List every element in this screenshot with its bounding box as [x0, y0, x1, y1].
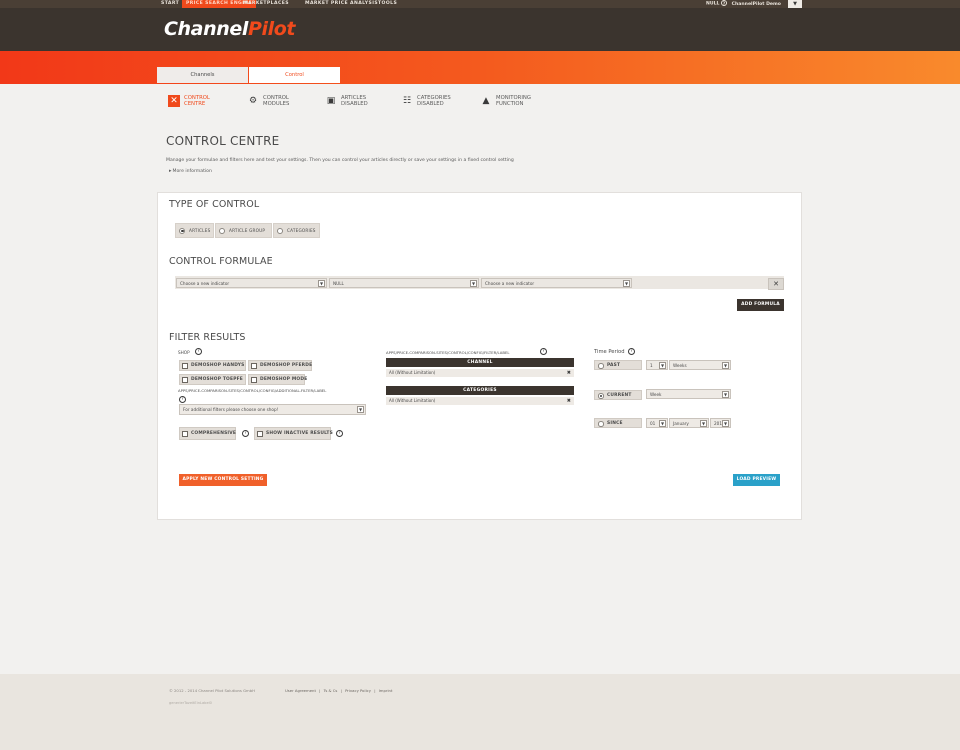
control-formulae-heading: CONTROL FORMULAE — [169, 256, 273, 267]
subnav-control-modules[interactable] — [247, 94, 307, 110]
categories-value-row[interactable] — [386, 397, 574, 405]
radio-label: CURRENT — [607, 393, 632, 398]
radio-since[interactable] — [594, 418, 642, 428]
checkbox-box — [257, 431, 263, 437]
checkbox-box — [251, 363, 257, 369]
since-day-select[interactable] — [646, 418, 668, 428]
radio-categories[interactable] — [273, 223, 320, 238]
top-navigation — [0, 0, 960, 8]
time-period-help-icon[interactable]: ? — [628, 348, 635, 355]
footer-link-ts-cs[interactable]: Ts & Cs — [323, 688, 338, 693]
subnav-monitoring-function[interactable] — [480, 94, 545, 110]
checkbox-demoshop-pferde[interactable] — [248, 360, 312, 371]
past-unit-select[interactable] — [669, 360, 731, 370]
subnav-label: CONTROL MODULES — [263, 95, 290, 107]
subnav-label: MONITORING FUNCTION — [496, 95, 531, 107]
radio-dot — [277, 228, 283, 234]
radio-label: ARTICLE GROUP — [229, 228, 266, 233]
logo-text-channel: Channel — [164, 18, 248, 40]
control-panel — [157, 192, 802, 520]
account-label[interactable]: ChannelPilot Demo — [731, 1, 781, 7]
footer-links — [285, 688, 394, 693]
page-title: CONTROL CENTRE — [166, 134, 280, 148]
radio-dot — [598, 363, 604, 369]
chevron-down-icon: ▼ — [723, 421, 728, 426]
select-value: NULL — [333, 281, 344, 286]
subnav-control-centre[interactable] — [168, 94, 228, 110]
radio-current[interactable] — [594, 390, 642, 400]
checkbox-label: DEMOSHOP PFERDE — [260, 363, 313, 368]
footer-link-imprint[interactable]: Imprint — [378, 688, 393, 693]
footer — [0, 674, 960, 750]
show-inactive-help-icon[interactable]: ? — [336, 430, 343, 437]
header — [0, 8, 960, 51]
add-formula-button[interactable]: ADD FORMULA — [737, 299, 784, 311]
chevron-down-icon: ▼ — [723, 363, 728, 368]
select-value: For additional filters please choose one shop! — [183, 407, 279, 412]
user-label: NULL — [706, 1, 720, 7]
indicator-select-2[interactable] — [481, 278, 632, 288]
select-value: 1 — [650, 363, 653, 368]
indicator-select-1[interactable] — [176, 278, 327, 288]
topnav-price-search-engine[interactable]: PRICE SEARCH ENGINE — [182, 0, 256, 8]
gears-icon: ⚙ — [248, 96, 258, 106]
account-dropdown-chevron-icon[interactable]: ▼ — [788, 0, 802, 8]
time-period-label: Time Period — [594, 349, 625, 355]
chevron-down-icon: ▼ — [660, 421, 665, 426]
additional-filter-help-icon[interactable]: ? — [179, 396, 186, 403]
shop-help-icon[interactable]: ? — [195, 348, 202, 355]
articles-disabled-icon: ▣ — [326, 96, 336, 106]
categories-header: CATEGORIES — [386, 386, 574, 395]
remove-icon[interactable]: ✖ — [566, 398, 571, 404]
header-banner — [0, 51, 960, 84]
chevron-down-icon: ▼ — [701, 421, 706, 426]
radio-dot — [219, 228, 225, 234]
footer-generated-label: generierTozeitEinLabel0 — [169, 701, 212, 705]
checkbox-label: COMPREHENSIVE — [191, 431, 237, 436]
checkbox-demoshop-mode[interactable] — [248, 374, 308, 385]
since-month-select[interactable] — [669, 418, 709, 428]
radio-label: ARTICLES — [189, 228, 211, 233]
channel-value-row[interactable] — [386, 369, 574, 377]
select-value: 201 — [714, 421, 722, 426]
chevron-down-icon: ▼ — [660, 363, 665, 368]
categories-value: All (Without Limitation) — [389, 398, 436, 403]
help-icon[interactable]: ? — [722, 1, 726, 6]
checkbox-demoshop-handys[interactable] — [179, 360, 246, 371]
chevron-down-icon: ▼ — [471, 281, 476, 286]
chevron-down-icon: ▼ — [358, 407, 363, 412]
footer-separator: | — [374, 688, 376, 693]
remove-icon[interactable]: ✖ — [566, 370, 571, 376]
load-preview-button[interactable]: LOAD PREVIEW — [733, 474, 780, 486]
checkbox-box — [182, 377, 188, 383]
footer-link-user-agreement[interactable]: User Agreement — [285, 688, 316, 693]
radio-dot-selected — [598, 393, 604, 399]
subnav-categories-disabled[interactable] — [401, 94, 466, 110]
select-value: Weeks — [673, 363, 687, 368]
radio-past[interactable] — [594, 360, 642, 370]
comprehensive-help-icon[interactable]: ? — [242, 430, 249, 437]
tools-icon: ✕ — [168, 95, 180, 107]
more-information-link[interactable]: ▸ More information — [169, 168, 212, 174]
topnav-marketplaces[interactable]: MARKETPLACES — [243, 1, 289, 6]
filter-results-heading: FILTER RESULTS — [169, 332, 246, 343]
checkbox-label: DEMOSHOP TOEPFE — [191, 377, 244, 382]
subnav-label: ARTICLES DISABLED — [341, 95, 368, 107]
since-year-select[interactable] — [710, 418, 731, 428]
checkbox-comprehensive[interactable] — [179, 427, 236, 440]
topnav-market-price-analysis[interactable]: MARKET PRICE ANALYSIS — [305, 1, 379, 6]
chevron-down-icon: ▼ — [624, 281, 629, 286]
radio-article-group[interactable] — [215, 223, 272, 238]
footer-separator: | — [319, 688, 321, 693]
logo-text-pilot: Pilot — [247, 18, 296, 40]
radio-articles[interactable] — [175, 223, 214, 238]
chevron-down-icon: ▼ — [319, 281, 324, 286]
checkbox-label: DEMOSHOP HANDYS — [191, 363, 245, 368]
chevron-down-icon: ▼ — [723, 392, 728, 397]
topnav-tools[interactable]: TOOLS — [378, 1, 398, 6]
footer-link-privacy-policy[interactable]: Privacy Policy — [345, 688, 371, 693]
checkbox-label: DEMOSHOP MODE — [260, 377, 308, 382]
select-value: Choose a new indicator — [180, 281, 230, 286]
monitoring-icon: ▲ — [482, 96, 490, 106]
shop-label-text: SHOP — [178, 350, 190, 355]
checkbox-box — [251, 377, 257, 383]
radio-label: SINCE — [607, 421, 623, 426]
subnav-label: CATEGORIES DISABLED — [417, 95, 451, 107]
additional-filter-label: APPS/PRICE-COMPARISON-SITES/CONTROL/CONFIG/ADDITIONAL-FILTER/LABEL — [178, 388, 327, 393]
footer-separator: | — [340, 688, 342, 693]
checkbox-box — [182, 431, 188, 437]
page-description: Manage your formulae and filters here and test your settings. Then you can control your articles directly or save your settings in a fixed control setting — [166, 158, 514, 163]
remove-formula-button[interactable]: ✕ — [768, 278, 784, 290]
past-number-select[interactable] — [646, 360, 668, 370]
checkbox-label: SHOW INACTIVE RESULTS — [266, 431, 333, 436]
apply-new-control-setting-button[interactable]: APPLY NEW CONTROL SETTING — [179, 474, 267, 486]
channelpilot-logo[interactable] — [164, 18, 295, 40]
user-area — [706, 0, 781, 8]
radio-label: PAST — [607, 363, 621, 368]
radio-dot — [598, 421, 604, 427]
select-value: Week — [650, 392, 662, 397]
checkbox-show-inactive-results[interactable] — [254, 427, 331, 440]
checkbox-demoshop-toepfe[interactable] — [179, 374, 246, 385]
operator-select[interactable] — [329, 278, 479, 288]
select-value: 01 — [650, 421, 656, 426]
footer-copyright: © 2012 - 2014 Channel Pilot Solutions GmbH — [169, 688, 256, 693]
checkbox-box — [182, 363, 188, 369]
channel-filter-help-icon[interactable]: ? — [540, 348, 547, 355]
radio-dot-selected — [179, 228, 185, 234]
select-value: Choose a new indicator — [485, 281, 535, 286]
topnav-start[interactable]: START — [161, 1, 180, 6]
shop-label — [178, 350, 190, 355]
channel-value: All (Without Limitation) — [389, 370, 436, 375]
tab-control[interactable]: Control — [249, 67, 340, 83]
type-of-control-heading: TYPE OF CONTROL — [169, 199, 260, 210]
subnav-label: CONTROL CENTRE — [184, 95, 210, 107]
subnav-articles-disabled[interactable] — [325, 94, 385, 110]
tab-channels[interactable]: Channels — [157, 67, 248, 83]
channel-filter-label: APPS/PRICE-COMPARISON-SITES/CONTROL/CONFIG/FILTER/LABEL — [386, 350, 510, 355]
additional-filter-select[interactable] — [179, 404, 366, 415]
channel-header: CHANNEL — [386, 358, 574, 367]
categories-disabled-icon: ☷ — [402, 96, 412, 106]
radio-label: CATEGORIES — [287, 228, 316, 233]
select-value: January — [673, 421, 689, 426]
current-unit-select[interactable] — [646, 389, 731, 399]
